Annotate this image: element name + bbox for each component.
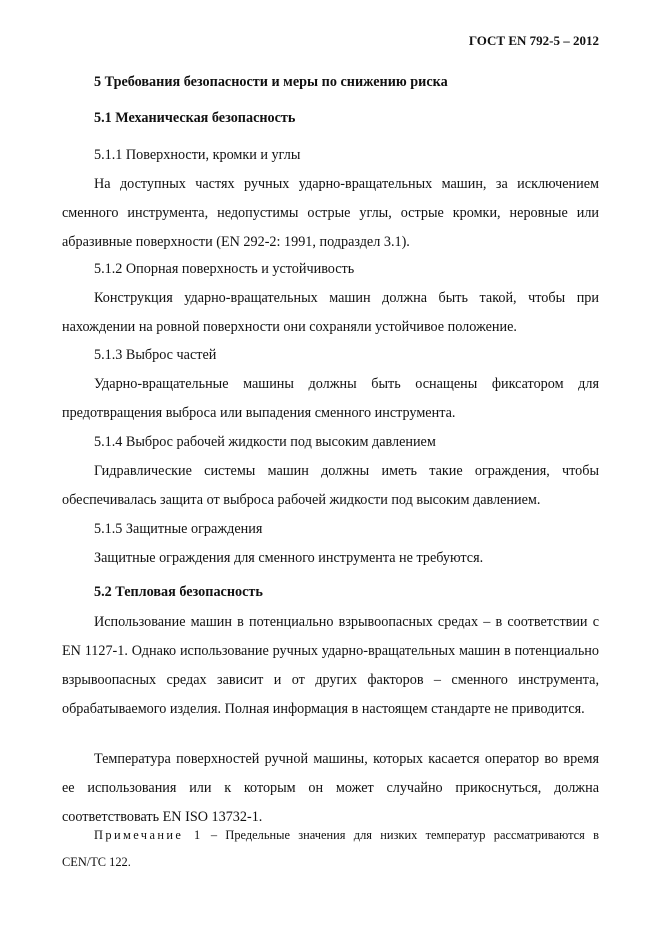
section-5-1-2-heading: 5.1.2 Опорная поверхность и устойчивость [94, 261, 355, 277]
section-5-2-paragraph-2: Температура поверхностей ручной машины, которых касается оператор во время ее использования или к которым он может случайно прикоснуться, должна соответствовать EN ISO 13732-1. [62, 751, 599, 825]
section-5-1-5-paragraph: Защитные ограждения для сменного инструмента не требуются. [94, 550, 484, 566]
section-5-2-heading: 5.2 Тепловая безопасность [94, 584, 263, 600]
section-5-1-1-paragraph: На доступных частях ручных ударно-вращательных машин, за исключением сменного инструмента, недопустимы острые углы, острые кромки, неровные или абразивные поверхности (EN 292-2: 1991, подраздел 3.1). [62, 176, 599, 250]
section-5-2-paragraph-1: Использование машин в потенциально взрывоопасных средах – в соответствии с EN 1127-1. Однако использование ручных ударно-вращательных машин в потенциально взрывоопасных средах зависит и от других факторов – сменного инструмента, обрабатываемого изделия. Полная информация в настоящем стандарте не приводится. [62, 614, 599, 717]
section-5-heading: 5 Требования безопасности и меры по снижению риска [94, 74, 448, 90]
section-5-1-3-paragraph: Ударно-вращательные машины должны быть оснащены фиксатором для предотвращения выброса или выпадения сменного инструмента. [62, 376, 599, 421]
section-5-1-4-paragraph: Гидравлические системы машин должны иметь такие ограждения, чтобы обеспечивалась защита от выброса рабочей жидкости под высоким давлением. [62, 463, 599, 508]
note-label: Примечание 1 [94, 828, 203, 842]
standard-code-header: ГОСТ EN 792-5 – 2012 [468, 33, 599, 48]
section-5-1-heading: 5.1 Механическая безопасность [94, 110, 296, 126]
note-text: – Предельные значения для низких температур рассматриваются в CEN/TC 122. [62, 828, 599, 869]
section-5-1-3-heading: 5.1.3 Выброс частей [94, 347, 217, 363]
section-5-1-1-heading: 5.1.1 Поверхности, кромки и углы [94, 147, 301, 163]
section-5-1-2-paragraph: Конструкция ударно-вращательных машин должна быть такой, чтобы при нахождении на ровной поверхности они сохраняли устойчивое положение. [62, 290, 599, 335]
section-5-1-5-heading: 5.1.5 Защитные ограждения [94, 521, 263, 537]
note-paragraph [62, 822, 599, 876]
section-5-1-4-heading: 5.1.4 Выброс рабочей жидкости под высоким давлением [94, 434, 436, 450]
